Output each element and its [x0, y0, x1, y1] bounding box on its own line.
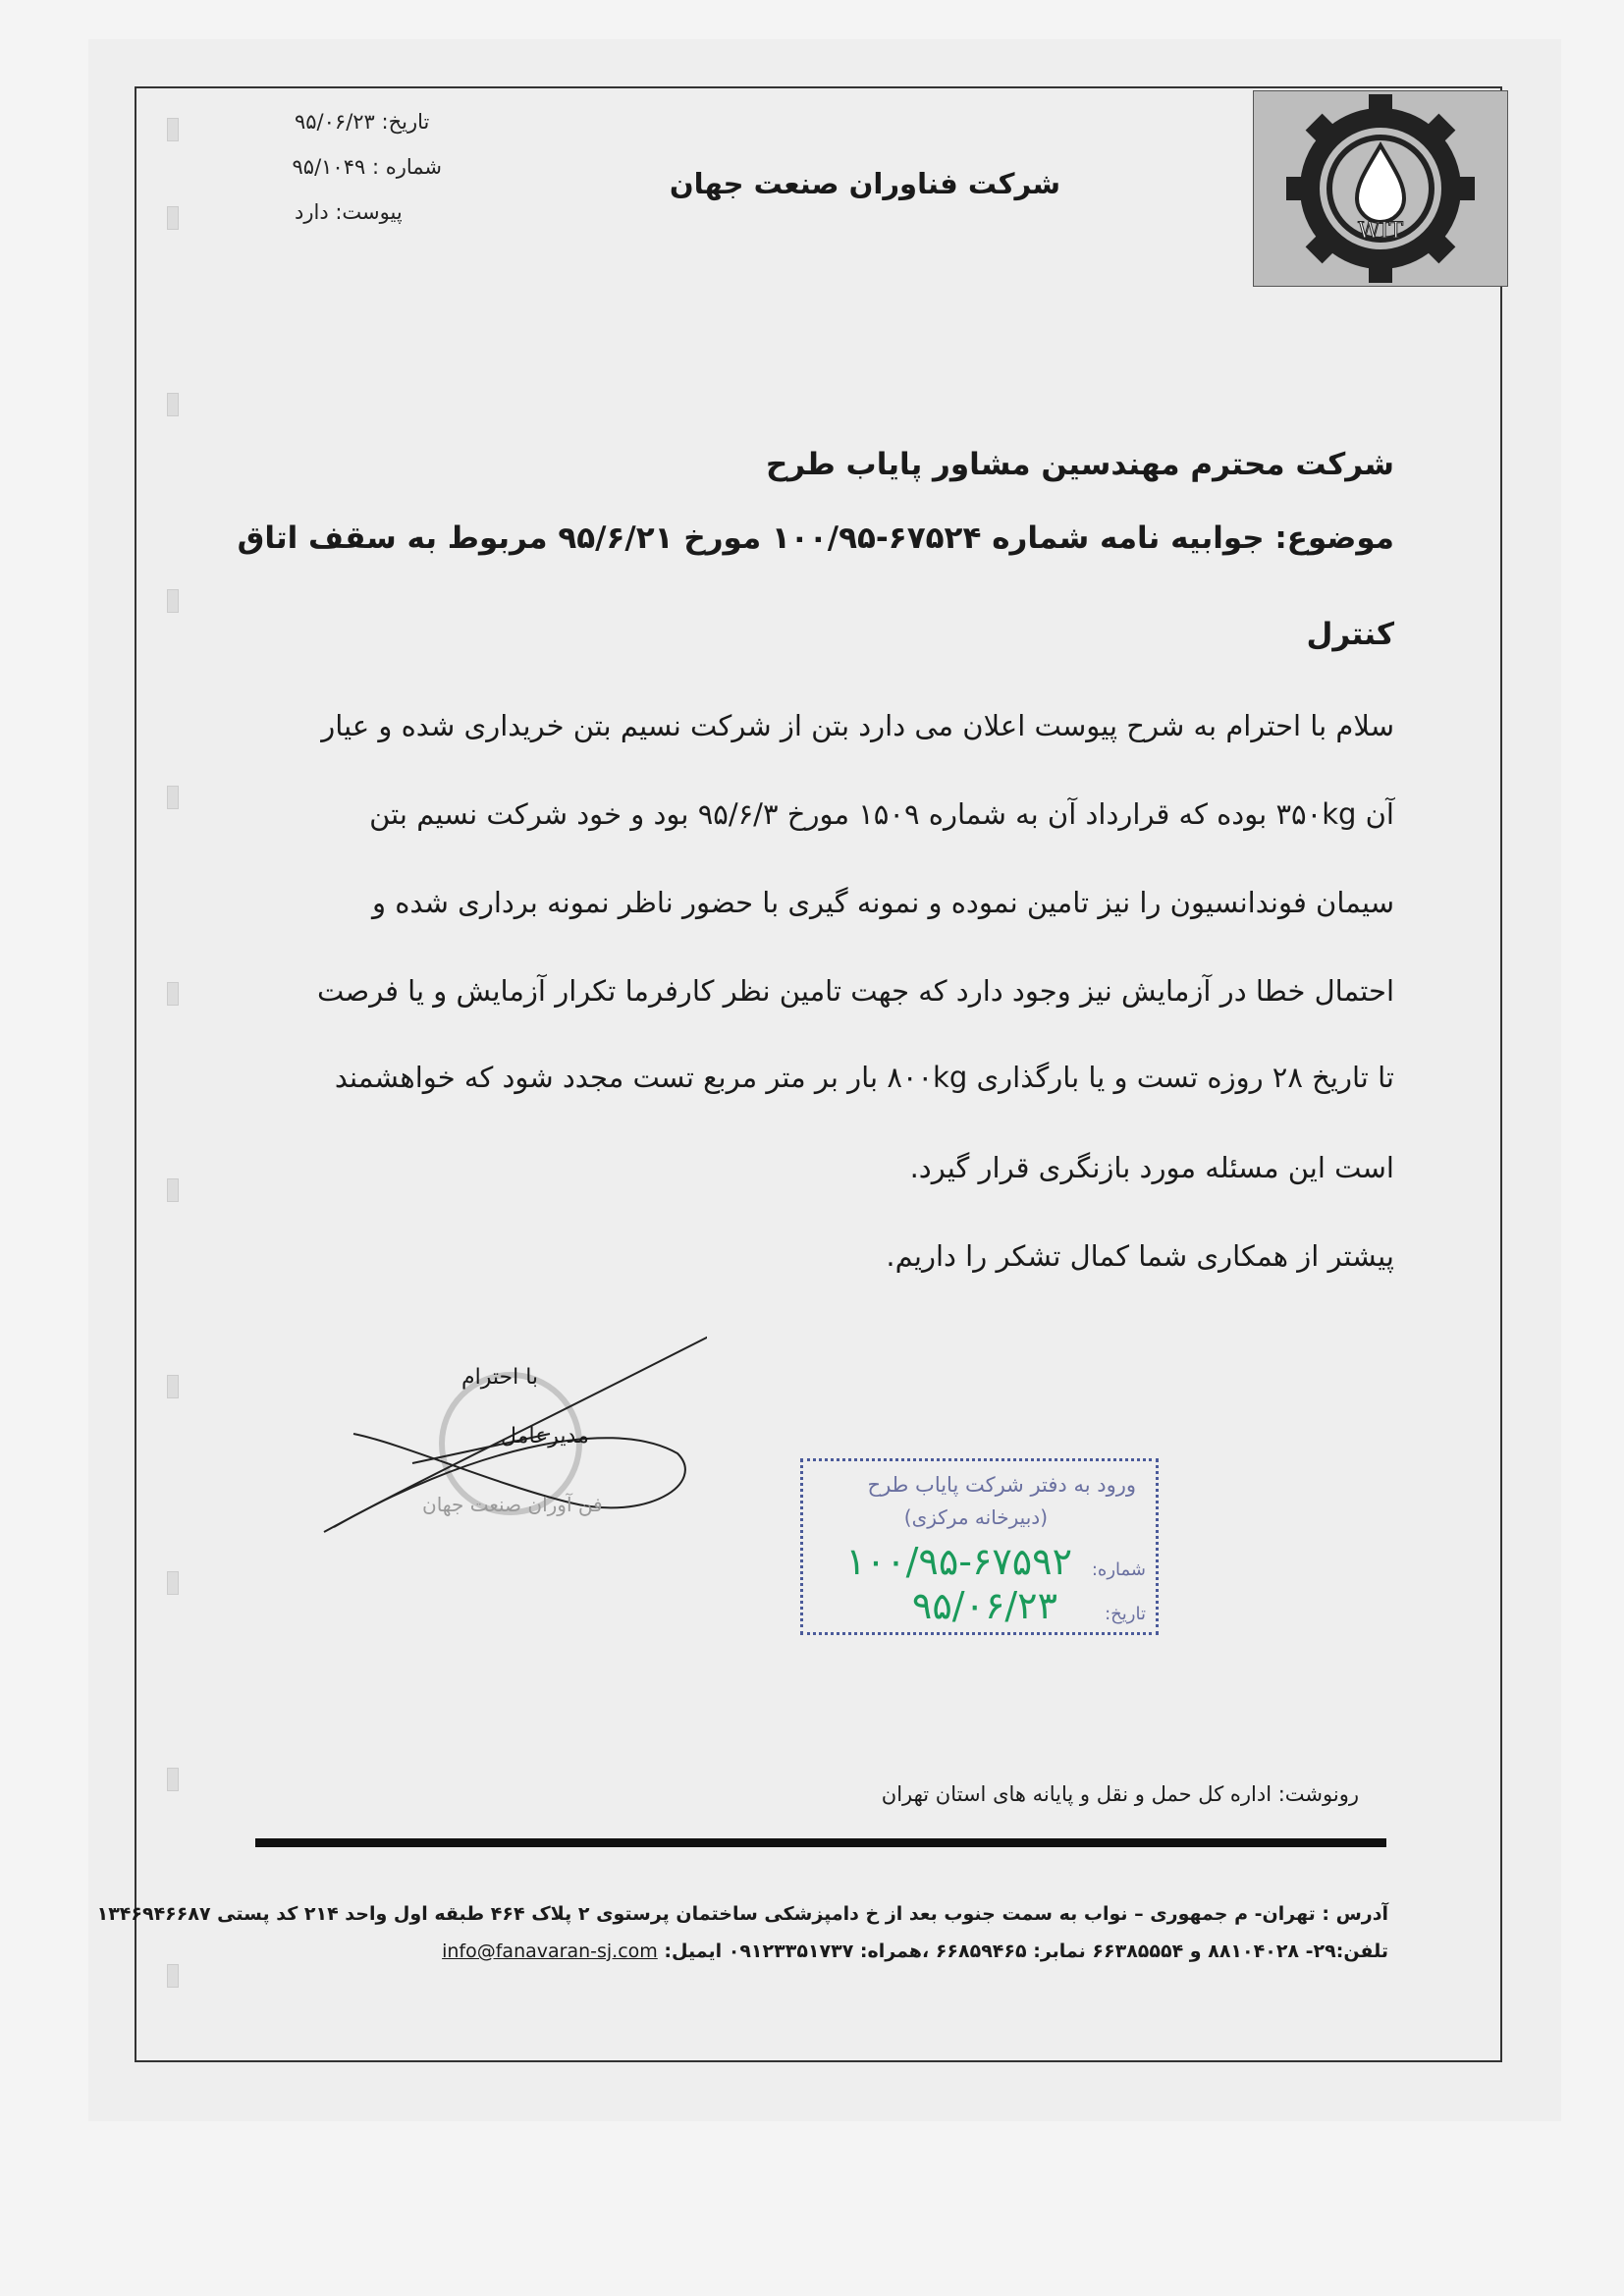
seal-text: فن آوران صنعت جهان: [422, 1493, 603, 1516]
body-line: است این مسئله مورد بازنگری قرار گیرد.: [909, 1151, 1394, 1184]
footer-contact-text: تلفن:۲۹- ۸۸۱۰۴۰۲۸ و ۶۶۳۸۵۵۵۴ نمابر: ۶۶۸۵۹۴۶۵ ،همراه: ۰۹۱۲۳۳۵۱۷۳۷ ایمیل:: [664, 1941, 1388, 1962]
signature-regards: با احترام: [461, 1365, 539, 1390]
footer-contact: [442, 1941, 1388, 1962]
stamp-subtitle: (دبیرخانه مرکزی): [903, 1505, 1048, 1529]
stamp-date-value: ۹۵/۰۶/۲۳: [911, 1584, 1057, 1627]
logo-text: WIT: [1358, 219, 1403, 244]
stamp-number-label: شماره:: [1091, 1559, 1146, 1580]
signature-block: [314, 1326, 707, 1552]
stamp-date-label: تاریخ:: [1105, 1604, 1146, 1624]
letter-date: تاریخ: ۹۵/۰۶/۲۳: [295, 110, 430, 134]
footer-email-link[interactable]: info@fanavaran-sj.com: [442, 1941, 658, 1962]
closing-line: پیشتر از همکاری شما کمال تشکر را داریم.: [886, 1239, 1394, 1273]
body-line: احتمال خطا در آزمایش نیز وجود دارد که جهت تامین نظر کارفرما تکرار آزمایش و یا فرصت: [316, 974, 1394, 1008]
company-name: شرکت فناوران صنعت جهان: [669, 167, 1060, 200]
subject-line: موضوع: جوابیه نامه شماره ۶۷۵۲۴-۱۰۰/۹۵ مورخ ۹۵/۶/۲۱ مربوط به سقف اتاق: [237, 520, 1394, 556]
cc-line: رونوشت: اداره کل حمل و نقل و پایانه های استان تهران: [881, 1782, 1359, 1806]
body-line: آن ۳۵۰kg بوده که قرارداد آن به شماره ۱۵۰۹ مورخ ۹۵/۶/۳ بود و خود شرکت نسیم بتن: [369, 797, 1394, 831]
stamp-title: ورود به دفتر شرکت پایاب طرح: [867, 1473, 1136, 1497]
recipient: شرکت محترم مهندسین مشاور پایاب طرح: [765, 447, 1394, 482]
signature-title: مدیرعامل: [501, 1424, 589, 1449]
subject-line-continued: کنترل: [1306, 617, 1394, 652]
footer-divider: [255, 1838, 1386, 1847]
letter-attachment: پیوست: دارد: [295, 200, 403, 224]
receipt-stamp: [800, 1458, 1159, 1635]
company-logo: [1253, 90, 1508, 287]
body-line: تا تاریخ ۲۸ روزه تست و یا بارگذاری ۸۰۰kg بار بر متر مربع تست مجدد شود که خواهشمند: [334, 1061, 1394, 1094]
footer-address: آدرس : تهران- م جمهوری – نواب به سمت جنوب بعد از خ دامپزشکی ساختمان پرستوی ۲ پلاک ۴۶۴ طبقه اول واحد ۲۱۴ کد پستی ۱۳۴۶۹۴۶۶۸۷: [96, 1903, 1388, 1925]
body-line: سلام با احترام به شرح پیوست اعلان می دارد بتن از شرکت نسیم بتن خریداری شده و عیار: [321, 709, 1394, 742]
stamp-number-value: ۱۰۰/۹۵-۶۷۵۹۲: [845, 1540, 1072, 1583]
letter-number: شماره : ۹۵/۱۰۴۹: [292, 155, 442, 179]
body-line: سیمان فوندانسیون را نیز تامین نموده و نمونه گیری با حضور ناظر نمونه برداری شده و: [371, 886, 1394, 919]
